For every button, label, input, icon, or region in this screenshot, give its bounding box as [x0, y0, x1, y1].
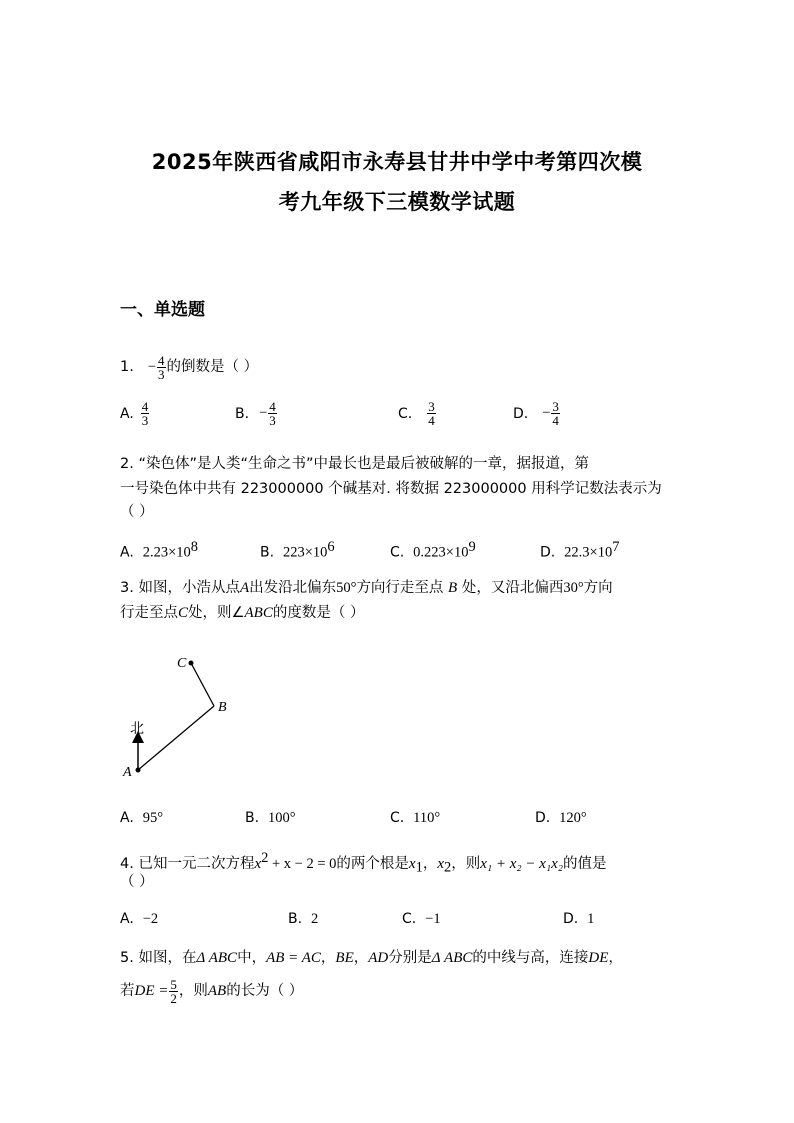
q4-option-b: [288, 911, 318, 928]
q5-triangle: Δ ABC: [431, 950, 473, 966]
option-label: C.: [390, 810, 405, 826]
point-a-label: A: [123, 765, 132, 780]
q2-option-a: [120, 539, 198, 562]
frac-den: 2: [170, 990, 177, 1006]
option-label: A.: [120, 911, 134, 927]
q5-text: 中，: [237, 950, 267, 966]
q2-option-c: [390, 539, 476, 562]
q5-line-1: [120, 948, 623, 968]
q3-text: 方向行走至点: [356, 580, 444, 596]
frac-den: 3: [269, 413, 276, 428]
q5-expression: AB = AC: [266, 950, 321, 966]
q4-text: 4. 已知一元二次方程: [120, 855, 255, 872]
q3-angle: 30°: [563, 580, 584, 596]
q4-line-1: [120, 848, 607, 878]
north-label: 北: [130, 721, 144, 737]
q5-text: ，则: [178, 983, 208, 999]
option-label: B.: [260, 544, 275, 561]
q5-line-2: [120, 974, 303, 1008]
q4-text: 的两个根是: [336, 855, 409, 872]
section-heading: 一、单选题: [120, 300, 205, 320]
q4-root-subscript: 1: [415, 859, 423, 876]
q3-text: 行走至点: [120, 605, 178, 621]
q3-option-b: [245, 810, 296, 827]
option-label: A.: [120, 405, 134, 422]
option-label: C.: [390, 544, 405, 561]
frac-den: 4: [428, 413, 435, 428]
option-value: −2: [142, 911, 159, 927]
frac-num: 3: [428, 399, 435, 414]
q1-option-d: [513, 400, 561, 427]
segment-ab: [138, 706, 214, 770]
option-exponent: 6: [327, 539, 335, 555]
q2-option-b: [260, 539, 335, 562]
q3-point: C: [178, 605, 189, 621]
option-value: 0.223×10: [413, 544, 469, 561]
q3-point: B: [448, 580, 458, 596]
frac-num: 4: [141, 399, 149, 414]
frac-den: 4: [552, 413, 559, 428]
option-value: 223×10: [282, 544, 328, 561]
title-line-2: 考九年级下三模数学试题: [278, 190, 516, 214]
q3-text: 处，又沿北偏西: [461, 580, 564, 596]
q5-text: 若: [120, 983, 135, 999]
q1-frac-num: 4: [158, 352, 165, 368]
option-label: B.: [235, 405, 250, 422]
option-value: 1: [587, 911, 595, 927]
q3-text: 3. 如图，小浩从点: [120, 580, 240, 596]
option-label: C.: [402, 911, 417, 927]
q2-option-d: [540, 539, 619, 562]
frac-den: 3: [141, 413, 149, 428]
option-value: 22.3×10: [564, 544, 613, 561]
option-exponent: 7: [612, 539, 620, 555]
option-label: D.: [535, 810, 551, 826]
q3-line-1: [120, 578, 613, 598]
q5-expression: AB: [207, 983, 227, 999]
q4-text: ，则: [451, 855, 481, 872]
segment-bc: [191, 663, 214, 706]
q1-sign: −: [147, 359, 157, 375]
q5-text: ，: [320, 950, 336, 966]
q3-figure: [110, 645, 250, 785]
q3-option-c: [390, 810, 440, 827]
q4-text: 的值是: [563, 855, 607, 872]
option-sign: −: [542, 405, 551, 421]
frac-num: 3: [552, 399, 559, 414]
q3-line-2: [120, 603, 364, 623]
q5-text: ，: [353, 950, 369, 966]
question-1: [120, 350, 258, 384]
option-sign: −: [259, 405, 268, 421]
option-label: A.: [120, 544, 134, 561]
title-line-1: 2025年陕西省咸阳市永寿县甘井中学中考第四次模: [151, 150, 643, 174]
q5-expression: DE =: [134, 983, 169, 999]
option-value: 2.23×10: [142, 544, 191, 561]
q3-text: 方向: [583, 580, 613, 596]
q5-expression: AD: [368, 950, 389, 966]
point-c-dot: [189, 661, 194, 666]
point-c-label: C: [177, 656, 187, 671]
q4-line-2: （ ）: [120, 874, 154, 890]
q4-option-d: [563, 911, 594, 928]
point-a-dot: [136, 768, 141, 773]
q3-text: 出发沿北偏东: [249, 580, 337, 596]
q1-frac-den: 3: [158, 366, 165, 382]
frac-num: 5: [170, 976, 177, 992]
q5-text: ，: [608, 950, 623, 966]
option-label: D.: [563, 911, 579, 927]
q3-text: 处，则∠: [188, 605, 245, 621]
q5-text: 分别是: [388, 950, 432, 966]
q4-exponent: 2: [261, 850, 269, 866]
q5-text: 的长为（ ）: [226, 983, 304, 999]
q4-root-subscript: 2: [444, 859, 452, 876]
q1-option-b: [235, 400, 278, 427]
option-value: 100°: [267, 810, 296, 826]
q2-line-1: 2. “染色体”是人类“生命之书”中最长也是最后被破解的一章，据报道，第: [120, 456, 589, 472]
option-value: −1: [425, 911, 441, 927]
q2-line-3: （ ）: [120, 504, 154, 520]
q4-equation: + x − 2 = 0: [268, 855, 337, 872]
q4-text: ，: [422, 855, 438, 872]
option-label: D.: [513, 405, 529, 422]
q4-expression: x₁ + x₂ − x₁x₂: [480, 855, 563, 872]
q3-text: 的度数是（ ）: [272, 605, 365, 621]
q1-text: 的倒数是（ ）: [166, 359, 259, 375]
option-value: 120°: [559, 810, 587, 826]
point-b-label: B: [218, 700, 227, 715]
q1-option-c: [398, 400, 437, 427]
q4-root: x: [437, 855, 445, 872]
q3-option-d: [535, 810, 587, 827]
q4-root: x: [408, 855, 416, 872]
q4-option-c: [402, 911, 441, 928]
q5-text: 的中线与高，连接: [472, 950, 589, 966]
q3-angle: 50°: [336, 580, 357, 596]
q4-option-a: [120, 911, 158, 928]
q5-triangle: Δ ABC: [196, 950, 238, 966]
option-value: 2: [310, 911, 319, 927]
option-label: A.: [120, 810, 134, 826]
option-value: 110°: [413, 810, 441, 826]
q5-fraction: [169, 978, 178, 1005]
q4-equation: x: [254, 855, 262, 872]
option-value: 95°: [142, 810, 163, 826]
q1-option-a: [120, 400, 150, 427]
option-exponent: 8: [190, 539, 198, 555]
option-label: B.: [245, 810, 260, 826]
q3-option-a: [120, 810, 163, 827]
option-label: B.: [288, 911, 303, 927]
q5-expression: BE: [335, 950, 354, 966]
q5-text: 5. 如图，在: [120, 950, 197, 966]
frac-num: 4: [269, 399, 276, 414]
q3-angle-name: ABC: [244, 605, 273, 621]
q1-number: 1.: [120, 359, 134, 375]
q5-expression: DE: [588, 950, 609, 966]
option-exponent: 9: [468, 539, 476, 555]
option-label: D.: [540, 544, 556, 561]
option-label: C.: [398, 405, 413, 422]
q1-fraction: [157, 354, 166, 381]
q2-line-2: 一号染色体中共有 223000000 个碱基对. 将数据 223000000 用科学记数法表示为: [120, 481, 662, 497]
q3-point: A: [239, 580, 250, 596]
